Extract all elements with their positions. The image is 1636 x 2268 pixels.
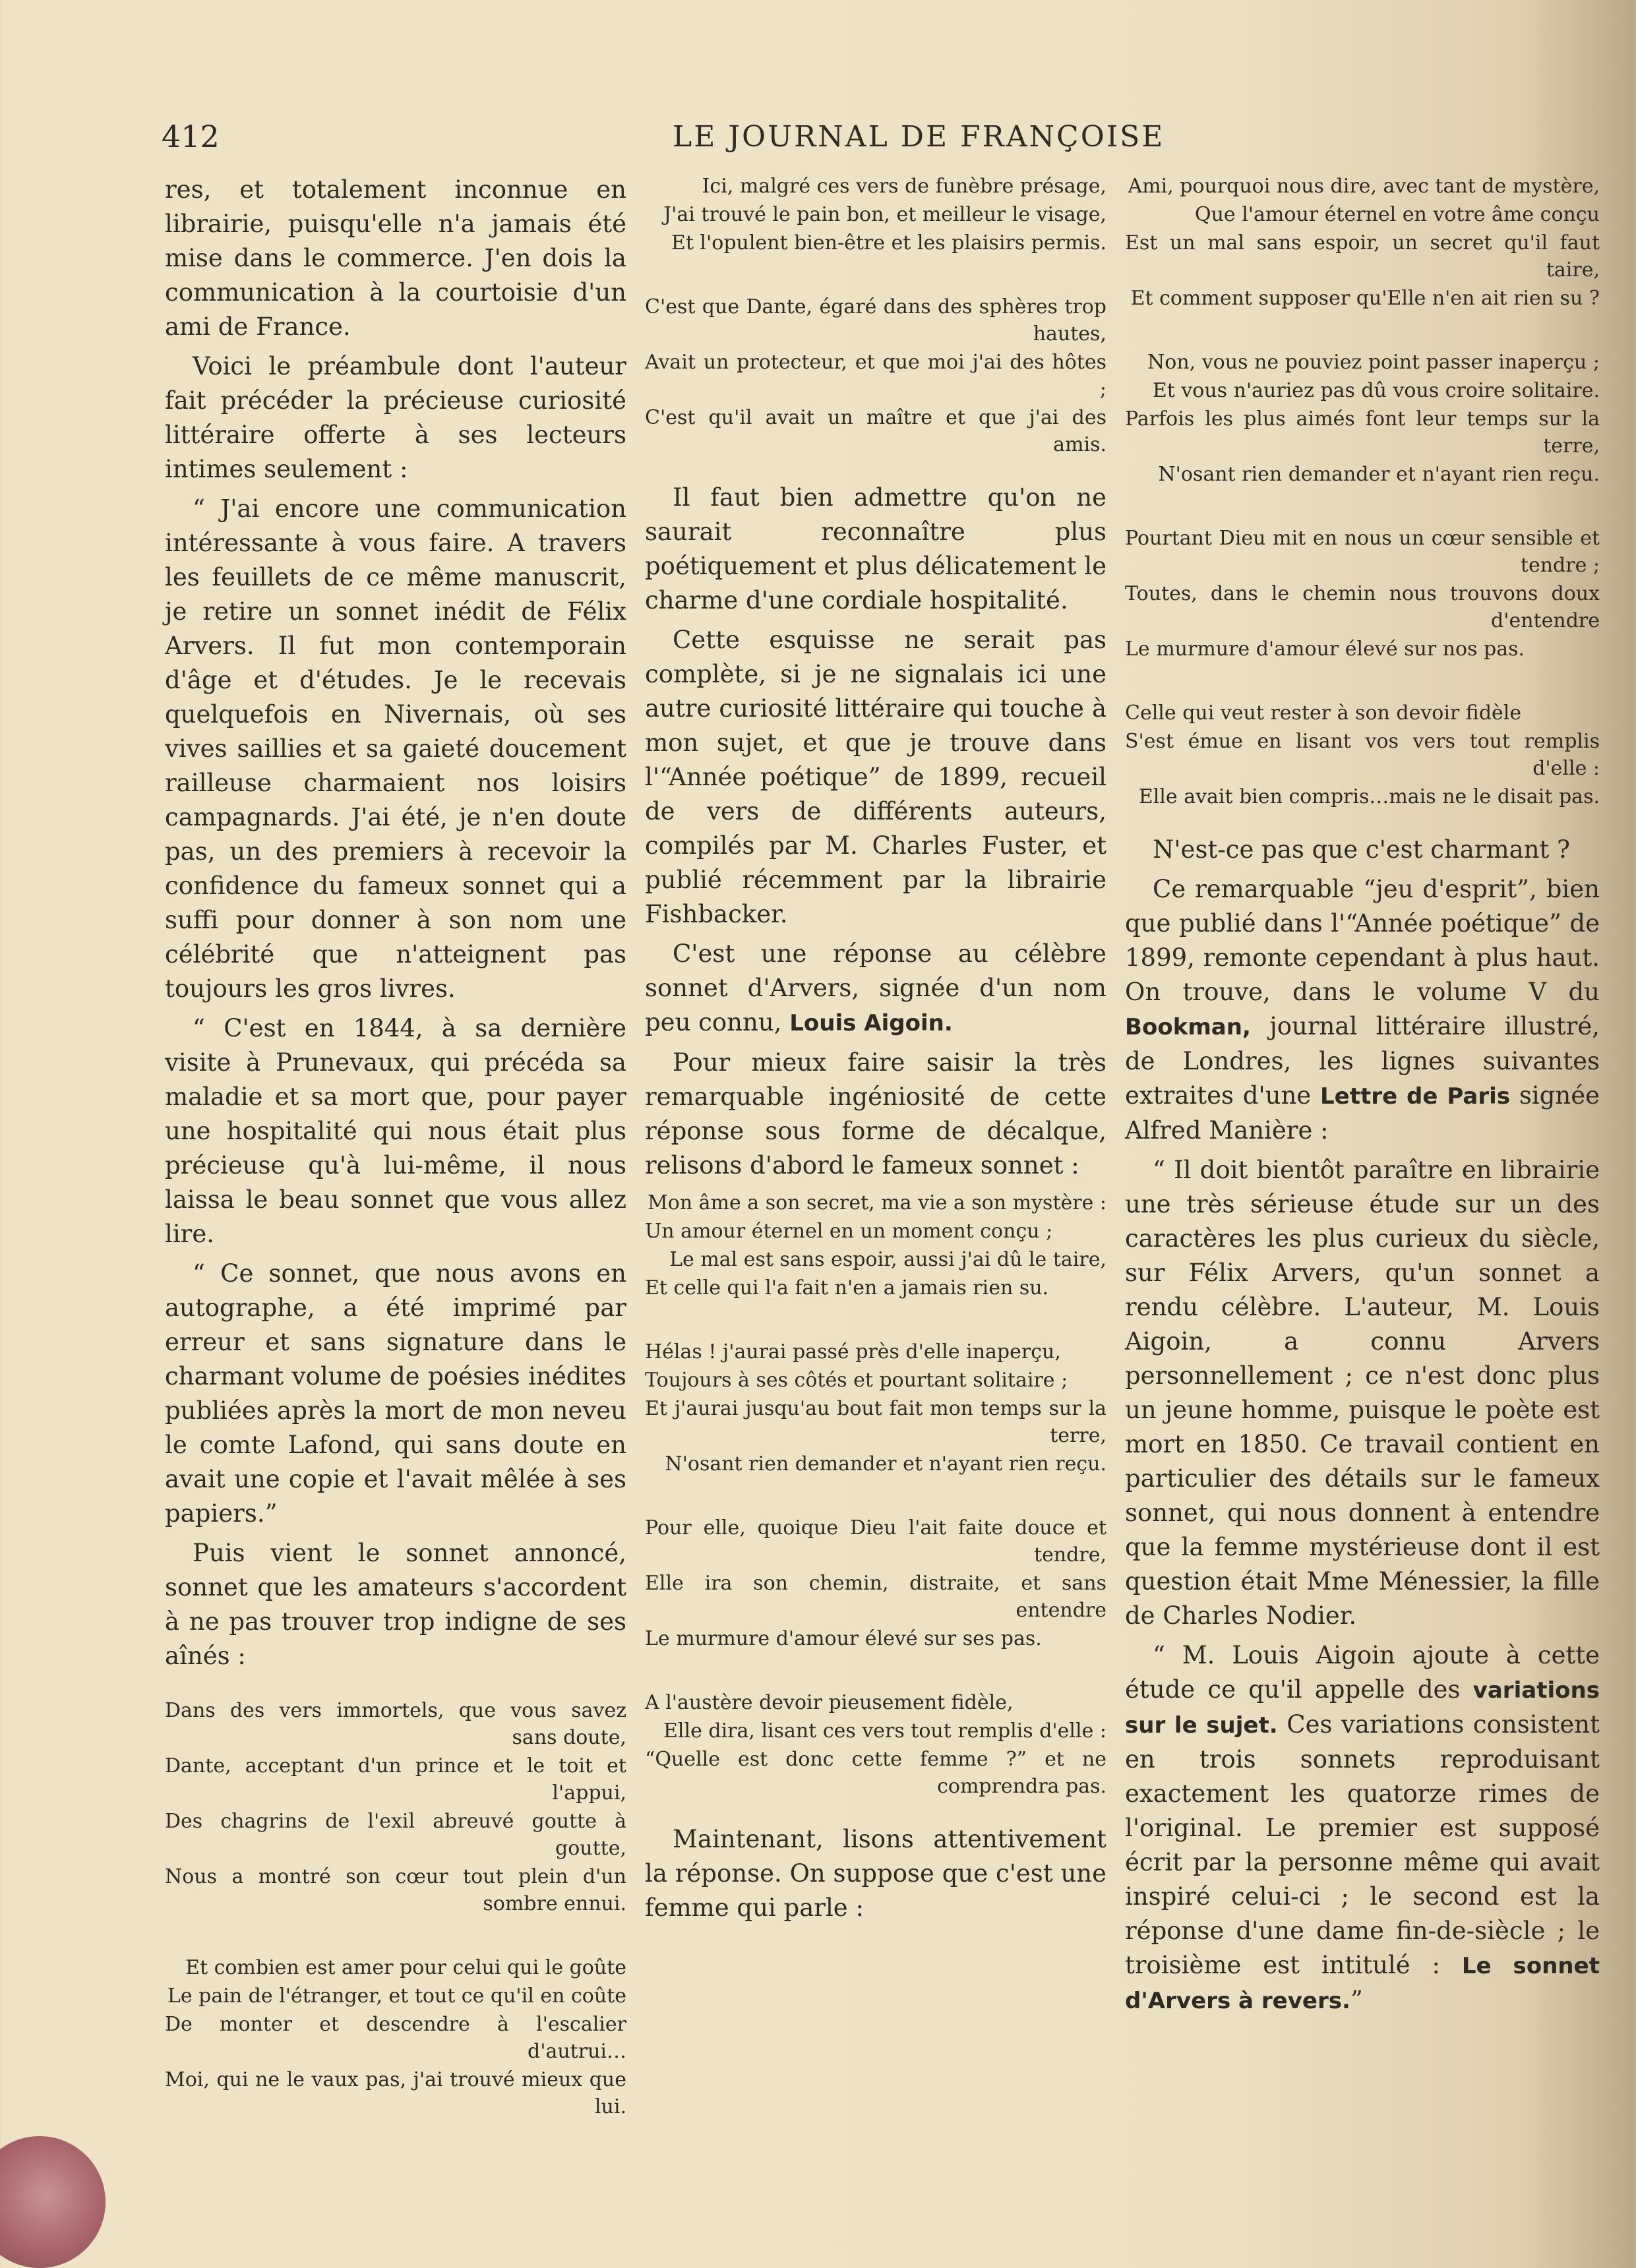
bold-term: variations sur le sujet. <box>1125 1677 1600 1739</box>
verse-line: Que l'amour éternel en votre âme conçu <box>1195 203 1600 226</box>
paragraph: Cette esquisse ne serait pas complète, si je ne signalais ici une autre curiosité littéraire qui touche à mon sujet, et que je trouve dans l'“Année poétique” de 1899, recueil de vers de différents auteurs, compilés par M. Charles Fuster, et publié récemment par la librairie Fishbacker. <box>645 626 1106 928</box>
verse-line: Le mal est sans espoir, aussi j'ai dû le taire, <box>669 1248 1106 1271</box>
verse-line: Un amour éternel en un moment conçu ; <box>645 1220 1053 1243</box>
column-1 <box>165 173 626 2143</box>
verse-line: Le murmure d'amour élevé sur nos pas. <box>1125 638 1525 661</box>
stanza <box>1125 700 1600 810</box>
verse-line: Elle ira son chemin, distraite, et sans entendre <box>645 1572 1106 1622</box>
bold-term: Lettre de Paris <box>1320 1083 1511 1110</box>
text-run: journal littéraire illustré, de Londres, les lignes suivantes extraites d'une <box>1125 1012 1600 1110</box>
poem-dante-continued <box>645 173 1106 458</box>
verse-line: Dans des vers immortels, que vous savez sans doute, <box>165 1699 626 1749</box>
stanza <box>1125 349 1600 488</box>
verse-line: Des chagrins de l'exil abreuvé goutte à goutte, <box>165 1810 626 1860</box>
stanza <box>645 1514 1106 1652</box>
verse-line: S'est émue en lisant vos vers tout remplis d'elle : <box>1125 730 1600 780</box>
stanza <box>645 1338 1106 1477</box>
paragraph <box>645 937 1106 1040</box>
paragraph: “ Il doit bientôt paraître en librairie une très sérieuse étude sur un des caractères les plus curieux du siècle, sur Félix Arvers, qu'un sonnet a rendu célèbre. L'auteur, M. Louis Aigoin, a connu Arvers personnellement ; ce n'est donc plus un jeune homme, puisque le poète est mort en 1850. Ce travail contient en particulier des détails sur le fameux sonnet, qui nous donnent à entendre que la femme mystérieuse dont il est question était Mme Ménessier, la fille de Charles Nodier. <box>1125 1156 1600 1630</box>
verse-line: Celle qui veut rester à son devoir fidèle <box>1125 701 1522 725</box>
verse-line: A l'austère devoir pieusement fidèle, <box>645 1691 1014 1714</box>
verse-line: Le murmure d'amour élevé sur ses pas. <box>645 1627 1042 1650</box>
paragraph: “ J'ai encore une communication intéressante à vous faire. A travers les feuillets de ce même manuscrit, je retire un sonnet inédit de Félix Arvers. Il fut mon contemporain d'âge et d'études. Je le recevais quelquefois en Nivernais, où ses vives saillies et sa gaieté doucement railleuse charmaient nos loisirs campagnards. J'ai été, je n'en doute pas, un des premiers à recevoir la confidence du fameux sonnet qui a suffi pour donner à son nom une célébrité que n'atteignent pas toujours les gros livres. <box>165 494 626 1003</box>
paragraph <box>1125 1638 1600 2018</box>
paragraph: N'est-ce pas que c'est charmant ? <box>1153 835 1570 864</box>
verse-line: “Quelle est donc cette femme ?” et ne comprendra pas. <box>645 1748 1106 1798</box>
verse-line: Et comment supposer qu'Elle n'en ait rien su ? <box>1130 287 1600 310</box>
verse-line: Moi, qui ne le vaux pas, j'ai trouvé mieux que lui. <box>165 2068 626 2118</box>
page-number: 412 <box>162 119 220 154</box>
paragraph: “ Ce sonnet, que nous avons en autographe, a été imprimé par erreur et sans signature dans le charmant volume de poésies inédites publiées après la mort de mon neveu le comte Lafond, qui sans doute en avait une copie et l'avait mêlée à ses papiers.” <box>165 1259 626 1528</box>
verse-line: Et vous n'auriez pas dû vous croire solitaire. <box>1152 379 1600 402</box>
bold-term: Le sonnet d'Arvers à revers. <box>1125 1953 1600 2014</box>
stanza <box>1125 525 1600 663</box>
text-run: C'est une réponse au célèbre sonnet d'Arvers, signée d'un nom peu connu, <box>645 940 1106 1036</box>
verse-line: Nous a montré son cœur tout plein d'un sombre ennui. <box>165 1865 626 1915</box>
stanza <box>165 1697 626 1917</box>
poem-reponse <box>1125 173 1600 810</box>
stanza <box>1125 173 1600 312</box>
verse-line: Avait un protecteur, et que moi j'ai des hôtes ; <box>645 351 1106 401</box>
paragraph: “ C'est en 1844, à sa dernière visite à Prunevaux, qui précéda sa maladie et sa mort que, pour payer une hospitalité qui nous était plus précieuse qu'à lui-même, il nous laissa le beau sonnet que vous allez lire. <box>165 1014 626 1248</box>
verse-line: C'est qu'il avait un maître et que j'ai des amis. <box>645 406 1106 456</box>
text-run: Ce remarquable “jeu d'esprit”, bien que publié dans l'“Année poétique” de 1899, remonte cependant à plus haut. On trouve, dans le volume V du <box>1125 875 1600 1006</box>
verse-line: Et l'opulent bien-être et les plaisirs permis. <box>671 231 1106 254</box>
column-2 <box>645 173 1106 1930</box>
paragraph: Puis vient le sonnet annoncé, sonnet que les amateurs s'accordent à ne pas trouver trop indigne de ses aînés : <box>165 1539 626 1670</box>
stanza <box>645 293 1106 458</box>
verse-line: Pour elle, quoique Dieu l'ait faite douce et tendre, <box>645 1516 1106 1567</box>
verse-line: Le pain de l'étranger, et tout ce qu'il en coûte <box>167 1984 626 2008</box>
verse-line: Toutes, dans le chemin nous trouvons doux d'entendre <box>1125 582 1600 632</box>
verse-line: Dante, acceptant d'un prince et le toit et l'appui, <box>165 1754 626 1805</box>
verse-line: J'ai trouvé le pain bon, et meilleur le visage, <box>663 203 1106 226</box>
column-3 <box>1125 173 1600 2023</box>
text-run: Ces variations consistent en trois sonnets reproduisant exactement les quatorze rimes de l'original. Le premier est supposé écrit par la personne même qui avait inspiré celui-ci ; le second est la réponse d'une dame fin-de-siècle ; le troisième est intitulé : <box>1125 1710 1600 1979</box>
paragraph: Pour mieux faire saisir la très remarquable ingéniosité de cette réponse sous forme de décalque, relisons d'abord le fameux sonnet : <box>645 1048 1106 1179</box>
verse-line: Ami, pourquoi nous dire, avec tant de mystère, <box>1128 175 1600 198</box>
verse-line: Pourtant Dieu mit en nous un cœur sensible et tendre ; <box>1125 527 1600 577</box>
verse-line: Et j'aurai jusqu'au bout fait mon temps sur la terre, <box>645 1397 1106 1447</box>
verse-line: N'osant rien demander et n'ayant rien reçu. <box>665 1452 1106 1476</box>
stanza <box>645 1689 1106 1800</box>
poem-arvers-sonnet <box>645 1189 1106 1800</box>
paragraph <box>1125 872 1600 1148</box>
text-run: “ M. Louis Aigoin ajoute à cette étude ce qu'il appelle des <box>1125 1641 1600 1704</box>
library-stamp <box>0 2136 106 2268</box>
poem-dante <box>165 1697 626 2120</box>
verse-line: Est un mal sans espoir, un secret qu'il faut taire, <box>1125 231 1600 282</box>
verse-line: De monter et descendre à l'escalier d'autrui… <box>165 2013 626 2063</box>
verse-line: Elle dira, lisant ces vers tout remplis d'elle : <box>663 1719 1106 1743</box>
stanza <box>165 1954 626 2120</box>
paragraph: res, et totalement inconnue en librairie, puisqu'elle n'a jamais été mise dans le commerce. J'en dois la communication à la courtoisie d'un ami de France. <box>165 175 626 341</box>
verse-line: Parfois les plus aimés font leur temps sur la terre, <box>1125 407 1600 458</box>
verse-line: Ici, malgré ces vers de funèbre présage, <box>702 175 1106 198</box>
author-name: Louis Aigoin. <box>789 1010 953 1036</box>
verse-line: C'est que Dante, égaré dans des sphères trop hautes, <box>645 295 1106 345</box>
text-run: signée Alfred Manière : <box>1125 1081 1600 1145</box>
verse-line: N'osant rien demander et n'ayant rien reçu. <box>1158 463 1600 486</box>
verse-line: Non, vous ne pouviez point passer inaperçu ; <box>1147 351 1600 374</box>
verse-line: Et combien est amer pour celui qui le goûte <box>185 1956 626 1979</box>
verse-line: Elle avait bien compris…mais ne le disait pas. <box>1138 785 1600 808</box>
bold-term: Bookman, <box>1125 1014 1251 1040</box>
stanza <box>645 173 1106 256</box>
stanza <box>645 1189 1106 1301</box>
verse-line: Mon âme a son secret, ma vie a son mystère : <box>648 1191 1106 1214</box>
verse-line: Et celle qui l'a fait n'en a jamais rien su. <box>645 1276 1049 1299</box>
verse-line: Hélas ! j'aurai passé près d'elle inaperçu, <box>645 1340 1061 1363</box>
verse-line: Toujours à ses côtés et pourtant solitaire ; <box>645 1369 1068 1392</box>
paragraph: Maintenant, lisons attentivement la réponse. On suppose que c'est une femme qui parle : <box>645 1825 1106 1922</box>
paragraph: Il faut bien admettre qu'on ne saurait reconnaître plus poétiquement et plus délicatement le charme d'une cordiale hospitalité. <box>645 483 1107 614</box>
running-head: LE JOURNAL DE FRANÇOISE <box>673 120 1165 154</box>
paragraph: Voici le préambule dont l'auteur fait précéder la précieuse curiosité littéraire offerte à ses lecteurs intimes seulement : <box>165 352 626 483</box>
text-run: ” <box>1350 1986 1363 2014</box>
